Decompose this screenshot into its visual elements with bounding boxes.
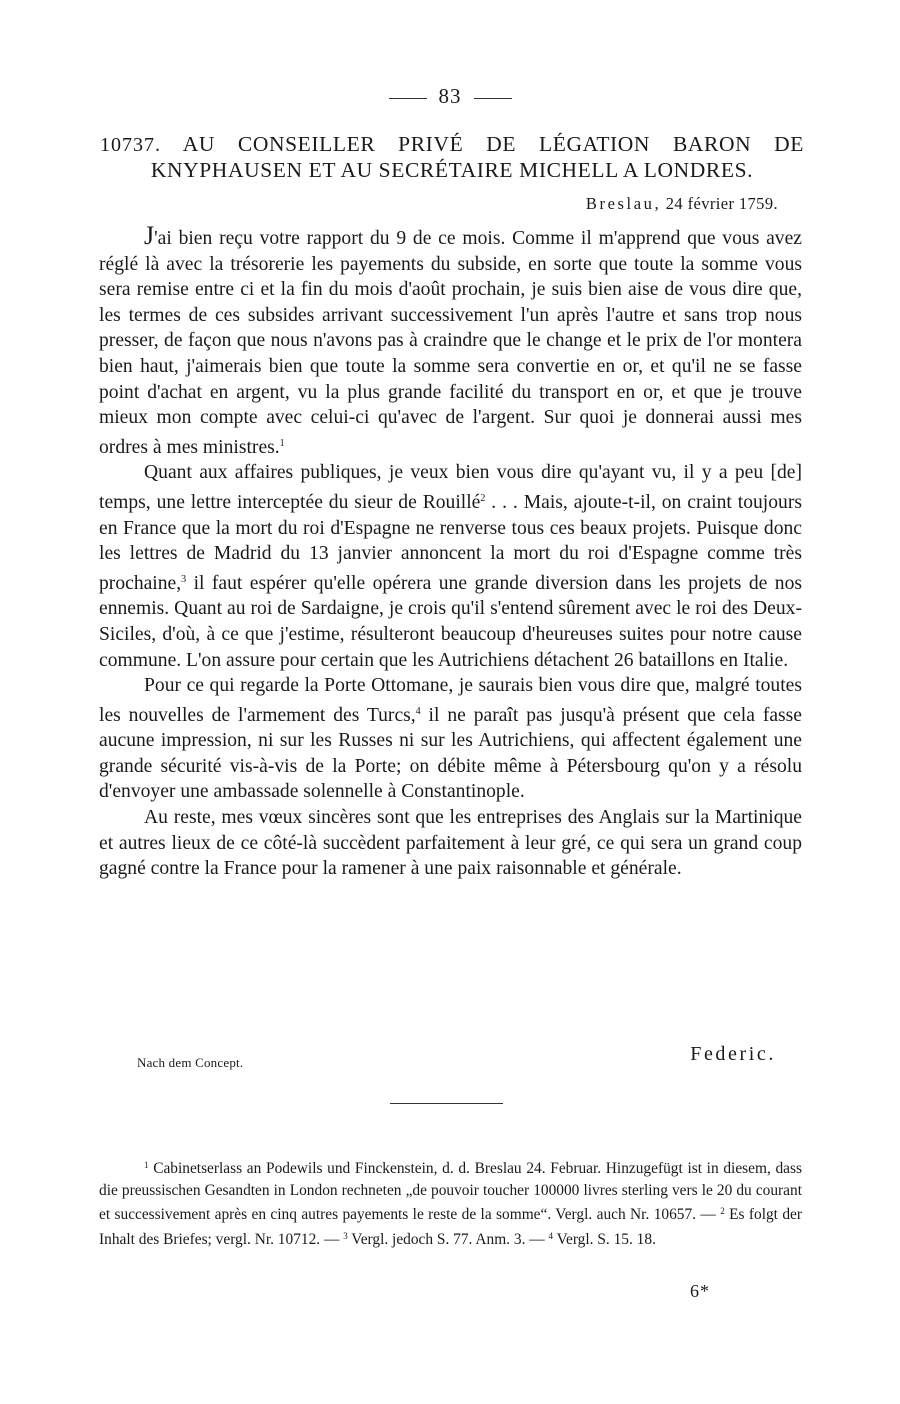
- paragraph-3-text-b: il ne paraît pas jusqu'à présent que cela fasse aucune impression, ni sur les Russes ni sur les Autrichiens, qui affectent également une grande sécurité vis-à-vis de la Porte; on débite même à Pétersbourg qu'on y a résolu d'envoyer une ambassade solennelle à Constantinople.: [99, 704, 802, 803]
- footnote-divider: [390, 1103, 503, 1104]
- footnote-block: [99, 1155, 802, 1250]
- paragraph-2-text-a: Quant aux affaires publiques, je veux bien vous dire qu'ayant vu, il y a peu [de] temps, une lettre interceptée du sieur de Rouillé: [99, 462, 802, 513]
- paragraph-4: Au reste, mes vœux sincères sont que les entreprises des Anglais sur la Martinique et autres lieux de ce côté-là succèdent parfaitement à leur gré, ce qui sera un grand coup gagné contre la France pour la ramener à une paix raisonnable et générale.: [99, 807, 802, 880]
- dateline-date: 24 février 1759.: [665, 194, 778, 213]
- footnote-4: Vergl. S. 15. 18.: [553, 1230, 656, 1248]
- footnote-marker-2: 2: [720, 1206, 725, 1217]
- footnote-marker-1: 1: [144, 1160, 149, 1170]
- letter-body: [99, 221, 802, 882]
- letter-number: 10737.: [100, 134, 161, 156]
- footnote-ref-4: 4: [415, 705, 421, 717]
- footnote-marker-3: 3: [343, 1230, 348, 1241]
- paragraph-3-text-a: Pour ce qui regarde la Porte Ottomane, je saurais bien vous dire que, malgré toutes les nouvelles de l'armement des Turcs,: [99, 675, 802, 726]
- paragraph-2-text-c: il faut espérer qu'elle opérera une grande diversion dans les projets de nos ennemis. Quant au roi de Sardaigne, je crois qu'il s'entend sûrement avec le roi des Deux-Siciles, d'où, à ce que j'estime, résulteront beaucoup d'heureuses suites pour notre cause commune. L'on assure pour certain que les Autrichiens détachent 26 bataillons en Italie.: [99, 572, 802, 671]
- dateline-city: Breslau,: [585, 194, 662, 213]
- footnote-1: Cabinetserlass an Podewils und Finckenstein, d. d. Breslau 24. Februar. Hinzugefügt ist in diesem, dass die preussischen Gesandten in London rechneten „de pouvoir toucher 100000 livres sterling vers le 20 du courant et successivement après en cinq autres payements le reste de la somme“. Vergl. auch Nr. 10657. —: [99, 1160, 802, 1224]
- dateline: [586, 194, 778, 214]
- page-number-text: 83: [438, 84, 462, 108]
- signature-mark: 6*: [690, 1281, 710, 1301]
- paragraph-3: [99, 673, 802, 805]
- footnotes: [99, 1155, 802, 1250]
- footnote-2: Es folgt der Inhalt des Briefes; vergl. Nr. 10712. —: [99, 1206, 803, 1248]
- page-number-dash-right: [474, 98, 512, 99]
- source-note: Nach dem Concept.: [137, 1055, 244, 1070]
- footnote-marker-4: 4: [548, 1230, 554, 1241]
- page-number: [0, 84, 900, 109]
- drop-cap: J: [144, 221, 155, 250]
- paragraph-2: [99, 460, 802, 673]
- signature: Federic.: [690, 1043, 776, 1065]
- paragraph-1: [99, 221, 802, 460]
- footnote-ref-1: 1: [279, 437, 285, 449]
- footnote-ref-2: 2: [480, 492, 486, 504]
- page-number-dash-left: [389, 98, 427, 99]
- paragraph-1-text: 'ai bien reçu votre rapport du 9 de ce mois. Comme il m'apprend que vous avez réglé là avec la trésorerie les payements du subside, en sorte que toute la somme vous sera remise entre ci et la fin du mois d'août prochain, je suis bien aise de vous dire que, les termes de ces subsides arrivant successivement l'un après l'autre et sans trop nous presser, de façon que nous n'avons pas à craindre que le change et le prix de l'or montera bien haut, j'aimerais bien que toute la somme sera convertie en or, et qu'il ne se fasse point d'achat en argent, vu la plus grande facilité du transport en or, et que je trouve mieux mon compte avec celui-ci qu'avec de l'argent. Sur quoi je donnerai aussi mes ordres à mes ministres.: [99, 228, 802, 458]
- paragraph-2-text-b: . . . Mais, ajoute-t-il, on craint toujours en France que la mort du roi d'Espagne ne renverse tous ces beaux projets. Puisque donc les lettres de Madrid du 13 janvier annoncent la mort du roi d'Espagne comme très prochaine,: [99, 491, 802, 594]
- footnote-ref-3: 3: [181, 573, 187, 585]
- letter-heading: [100, 132, 804, 183]
- footnote-3: Vergl. jedoch S. 77. Anm. 3. —: [347, 1230, 549, 1248]
- letter-addressee: AU CONSEILLER PRIVÉ DE LÉGATION BARON DE KNYPHAUSEN ET AU SECRÉTAIRE MICHELL A LONDRES.: [150, 132, 804, 182]
